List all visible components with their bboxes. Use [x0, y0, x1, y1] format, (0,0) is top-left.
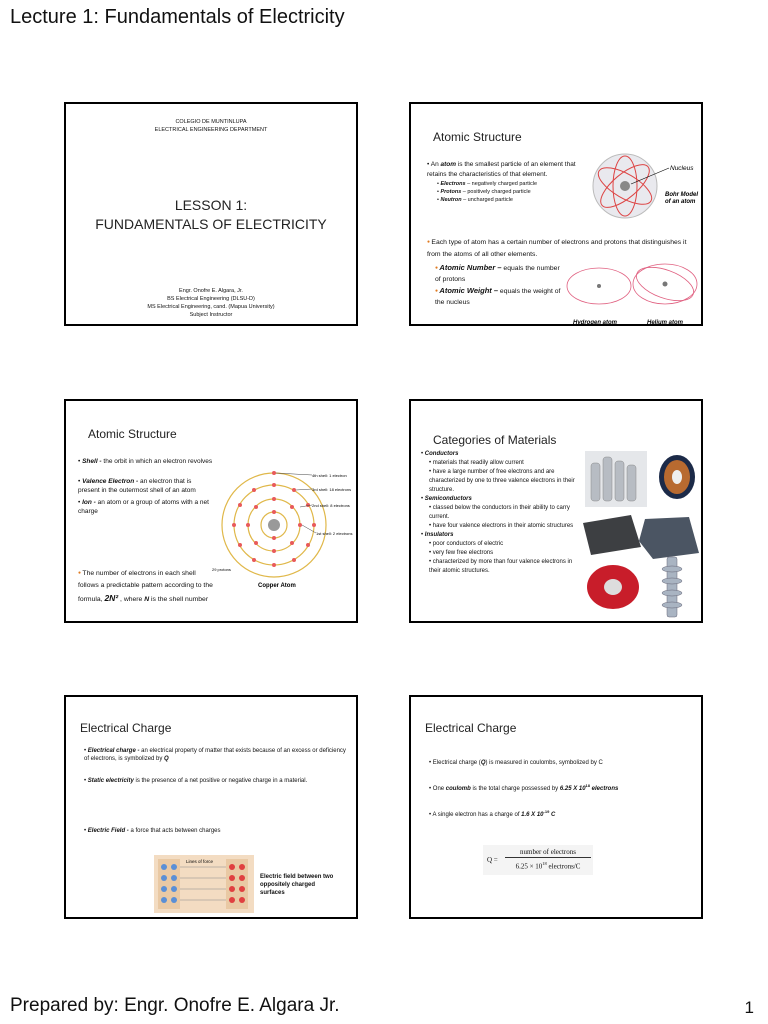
slide-categories-of-materials	[409, 399, 703, 623]
charge-definitions: • Electrical charge - an electrical property of matter that exists because of an excess or deficiency of electrons, is symbolized by Q • Static electricity is the presence of a net positive or negative charge in a material. • Electric Field - a force that acts between charges	[84, 747, 346, 835]
atom-type-text: ● Each type of atom has a certain number of electrons and protons that distinguishes it from the atoms of all other elements.	[427, 236, 697, 261]
page-title: Lecture 1: Fundamentals of Electricity	[10, 6, 345, 28]
lesson-heading: LESSON 1: FUNDAMENTALS OF ELECTRICITY	[95, 197, 327, 232]
helium-label: Helium atom	[647, 320, 684, 326]
school-name: COLEGIO DE MUNTINLUPA ELECTRICAL ENGINEERING DEPARTMENT	[154, 119, 268, 133]
slide-heading: Atomic Structure	[433, 130, 522, 144]
slide-atomic-structure-1	[409, 102, 703, 326]
charge-equation: Q = number of electrons $6.25 \times 10^{18}$ electrons/C	[483, 845, 593, 875]
shell-rule: ● The number of electrons in each shell follows a predictable pattern according to the formula, 2N² , where N is the shell number	[78, 567, 214, 606]
protons-label: 29 protons	[212, 567, 231, 572]
atom-definition: • An atom is the smallest particle of an element that retains the characteristics of that element. • Electrons – negatively charged particle • Protons – positively charged particle • Neutron – uncharged particle	[427, 160, 587, 204]
materials-list: • Conductors • materials that readily allow current • have a large number of free electrons and are characterized by one to three valence electrons in their structure. • Semiconductors • classed below the conductors in their ability to carry current. • have four valence electrons in their atomic structures • Insulators • poor conductors of electric • very few free electrons • characterized by more than four valence electrons in their atomic structures.	[421, 450, 581, 576]
materials-images	[581, 445, 703, 621]
slide-heading: Atomic Structure	[88, 427, 177, 441]
nucleus-label: Nucleus	[670, 165, 694, 172]
shell-label: 3rd shell: 18 electrons	[312, 487, 352, 492]
slide-atomic-structure-2	[64, 399, 358, 623]
bohr-label: Bohr Model	[665, 192, 698, 198]
atomic-number-weight: ● Atomic Number – equals the number of protons ● Atomic Weight – equals the weight of the nucleus	[435, 262, 565, 308]
shell-label: 2nd shell: 8 electrons	[312, 503, 350, 508]
hydrogen-label: Hydrogen atom	[573, 320, 618, 326]
lines-of-force-label: Lines of force	[186, 859, 214, 864]
slide-heading: Electrical Charge	[80, 721, 172, 735]
svg-text:of an atom: of an atom	[665, 199, 696, 205]
shell-label: 4th shell: 1 electron	[312, 473, 347, 478]
copper-atom-image	[212, 467, 358, 591]
shell-definitions: • Shell - the orbit in which an electron revolves • Valence Electron - an electron that is present in the outermost shell of an atom • Ion - an atom or a group of atoms with a net charge	[78, 457, 213, 517]
electric-field-image	[154, 855, 254, 913]
footer-author: Prepared by: Engr. Onofre E. Algara Jr.	[10, 995, 340, 1016]
slide-heading: Electrical Charge	[425, 721, 517, 735]
author-block: Engr. Onofre E. Algara, Jr. BS Electrical Engineering (DLSU-D) MS Electrical Engineering, cand. (Mapua University) Subject Instructor	[147, 288, 275, 318]
slide-electrical-charge-1	[64, 695, 358, 919]
field-caption: Electric field between two oppositely charged surfaces	[260, 874, 334, 896]
slide-heading: Categories of Materials	[433, 433, 557, 447]
slide-title	[64, 102, 358, 326]
shell-label: 1st shell: 2 electrons	[316, 531, 353, 536]
slide-electrical-charge-2	[409, 695, 703, 919]
bohr-model-image	[591, 152, 701, 224]
hydrogen-helium-image	[561, 258, 701, 326]
copper-atom-label: Copper Atom	[258, 583, 296, 589]
page-number: 1	[744, 998, 754, 1017]
coulomb-facts: • Electrical charge (Q) is measured in coulombs, symbolized by C • One coulomb is the total charge possessed by 6.25 X $10^{18}$ electrons • A single electron has a charge of 1.6 X $10^{-19}$ C	[429, 759, 697, 819]
